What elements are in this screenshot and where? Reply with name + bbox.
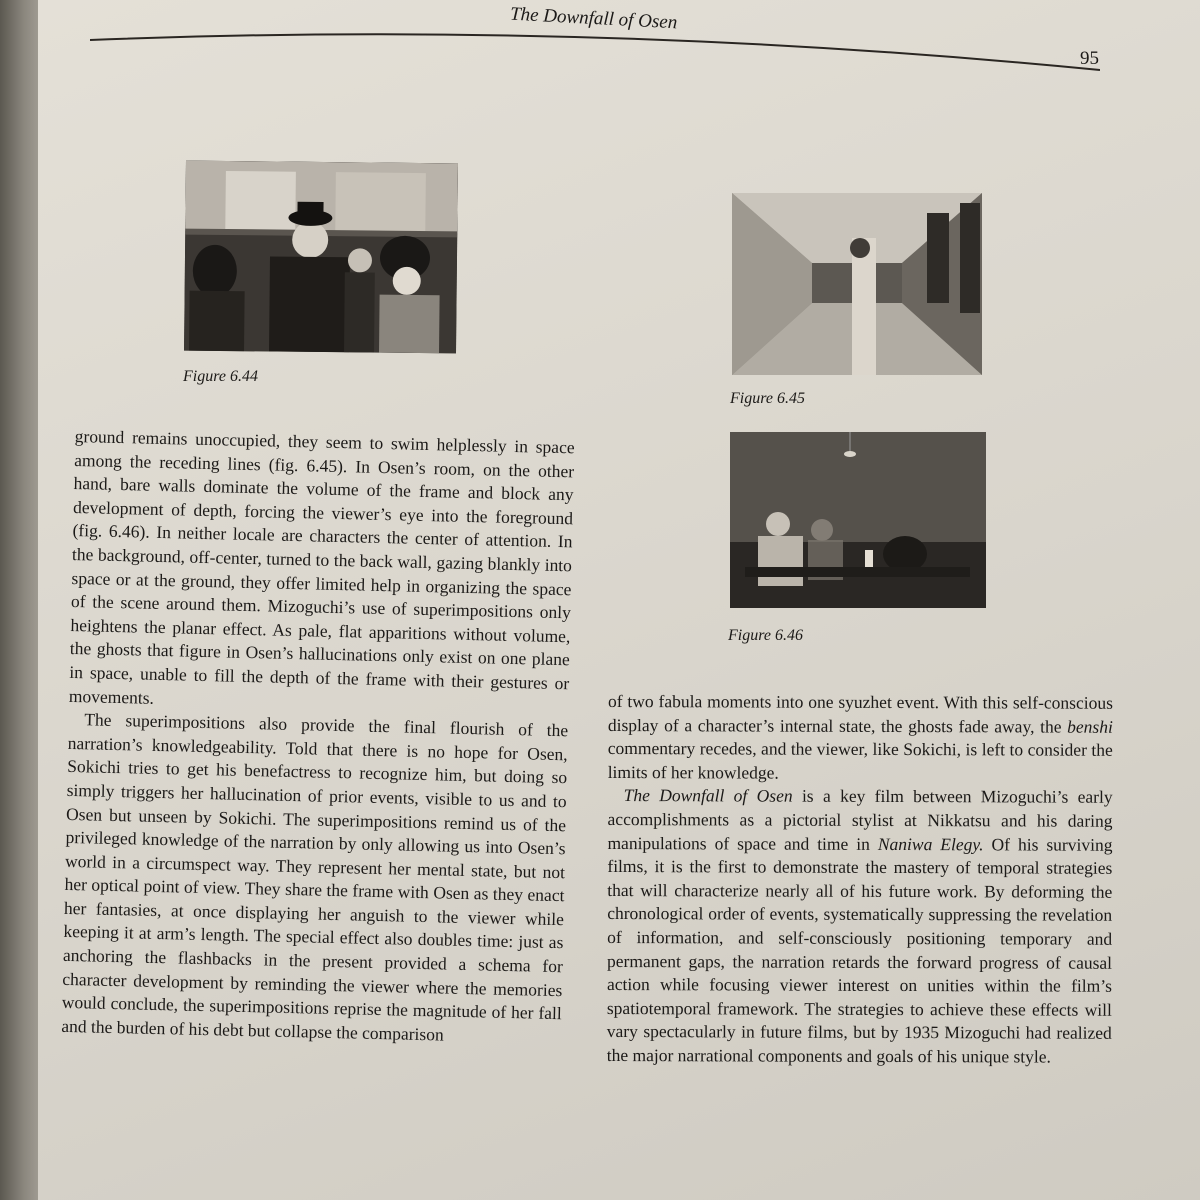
running-head: The Downfall of Osen [509,3,678,34]
film-title: The Downfall of Osen [623,785,793,807]
figure-6-44-caption: Figure 6.44 [183,368,258,385]
italic-term: benshi [1067,716,1113,737]
text-run: commentary recedes, and the viewer, like Sokichi, is left to consider the limits of her knowledge. [607,738,1113,783]
film-still-figure-6-45 [732,193,982,375]
figure-6-45-caption: Figure 6.45 [730,390,805,407]
text-run: is a key film between Mizoguchi’s early accomplishments as a pictorial stylist at Nikkatsu and his daring manipulations of space and time in [607,786,1113,854]
film-still-image [184,161,458,354]
film-still-image [730,432,986,608]
text-run: Of his surviving films, it is the first to demonstrate the mastery of temporal strategies that will characterize nearly all of his future work. By deforming the chronological order of events, systematically suppressing the revelation of information, and self-consciously positioning temporary and permanent gaps, the narration retards the forward progress of causal action while focusing viewer interest on unities within the film’s spatiotemporal framework. The strategies to achieve these effects will vary spectacularly in future films, but by 1935 Mizoguchi had realized the major narrational components and goals of his unique style. [606,833,1113,1067]
film-title: Naniwa Elegy. [877,833,984,854]
body-paragraph [607,784,1113,1069]
film-still-image [732,193,982,375]
right-text-column [607,690,1113,1069]
text-run: of two fabula moments into one syuzhet event. With this self-conscious display of a character’s internal state, the ghosts fade away, the [607,691,1113,737]
page-number: 95 [1080,48,1099,69]
film-still-figure-6-44 [184,161,458,354]
figure-6-46-caption: Figure 6.46 [728,627,803,644]
body-paragraph [608,690,1113,786]
header-rule [90,24,1100,84]
film-still-figure-6-46 [730,432,986,608]
left-text-column [61,425,575,1050]
body-paragraph: ground remains unoccupied, they seem to swim helplessly in space among the receding lines (fig. 6.45). In Osen’s room, on the other hand, bare walls dominate the volume of the frame and block any development of depth, forcing the viewer’s eye into the foreground (fig. 6.46). In neither locale are characters the center of attention. In the background, off-center, turned to the back wall, gazing blankly into space or at the ground, they offer limited help in organizing the space of the scene around them. Mizoguchi’s use of superimpositions only heightens the planar effect. As pale, flat apparitions without volume, the ghosts that figure in Osen’s hallucinations only exist on one plane in space, unable to fill the depth of the frame with their gestures or movements. [68,425,575,708]
body-paragraph: The superimpositions also provide the final flourish of the narration’s knowledgeability. Told that there is no hope for Osen, Sokichi tries to get his benefactress to recognize him, but doing so simply triggers her hallucination of prior events, visible to us and to Osen but unseen by Sokichi. The superimpositions remind us of the privileged knowledge of the narration by only allowing us into Osen’s world in a circumspect way. They represent her mental state, but not her optical point of view. They share the frame with Osen as they enact her fantasies, at once displaying her anguish to the viewer while keeping it at arm’s length. The special effect also doubles time: just as anchoring the flashbacks in the present provided a schema for character development by reminding the viewer where the memories would conclude, the superimpositions reprise the magnitude of her fall and the burden of his debt but collapse the comparison [61,709,569,1045]
